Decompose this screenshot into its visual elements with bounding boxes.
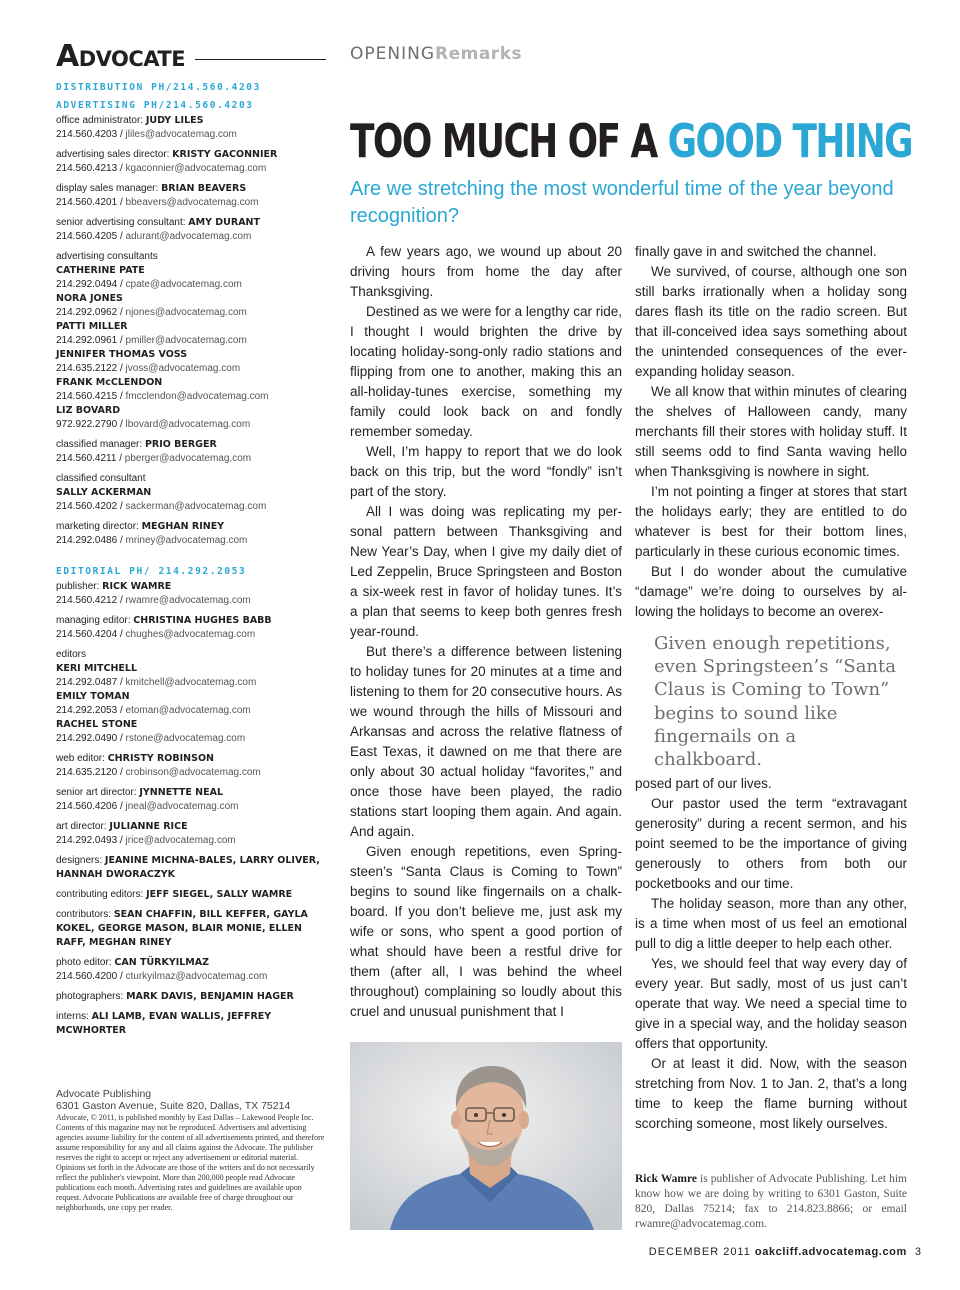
- article-paragraph: We all know that within minutes of clearing the shelves of Halloween candy, many merchants fill their stores with holiday stuff. It still seems odd to find Santa waving hello when Thanksgiving is nowhere in sight.: [635, 384, 907, 479]
- staff-entry: [56, 662, 326, 690]
- staff-entry: [56, 264, 326, 292]
- staff-phone: 214.560.4200 /: [56, 971, 126, 982]
- staff-phone: 214.292.0486 /: [56, 535, 126, 546]
- article-paragraph: Given enough repetitions, even Springsteen’s “Santa Claus is Coming to Town” begins to sound like fingernails on a chalkboard. If you don’t believe me, just ask my wife or sons, who spent a good portion of what should have been a restful drive for them (after all, I was behind the wheel throughout) complaining so loudly about this cruel and unusual punishment that I: [350, 844, 622, 1019]
- role-label: advertising sales director:: [56, 149, 173, 160]
- role-label: publisher:: [56, 581, 103, 592]
- staff-email[interactable]: crobinson@advocatemag.com: [125, 767, 261, 778]
- advertising-staff-list: [56, 114, 326, 244]
- staff-email[interactable]: pberger@advocatemag.com: [124, 453, 252, 464]
- staff-name: LIZ BOVARD: [56, 405, 121, 416]
- consultants-label: advertising consultants: [56, 251, 158, 262]
- staff-phone: 214.560.4213 /: [56, 163, 126, 174]
- staff-name: CAN TÜRKYILMAZ: [114, 957, 209, 968]
- staff-email[interactable]: njones@advocatemag.com: [125, 307, 247, 318]
- article-paragraph: We survived, of course, although one son still barks irrationally when a holiday song dares flash its title on the radio screen. But that ill-conceived idea says something about the unintended consequences of the ever-expanding holiday season.: [635, 264, 907, 379]
- staff-email[interactable]: rstone@advocatemag.com: [125, 733, 246, 744]
- staff-phone: 214.560.4212 /: [56, 595, 126, 606]
- article-paragraph: A few years ago, we wound up about 20 driving hours from home the day after Thanksgiving.: [350, 244, 622, 299]
- publisher-fine-print: Advocate, © 2011, is published monthly by East Dallas – Lakewood People Inc. Contents of this magazine may not be reproduced. Advertisers and advertising agencies assume liability for the content of all advertisements printed, and therefore assume responsibility for any and all claims against the Advocate. The publisher reserves the right to accept or reject any advertisement or editorial material. Opinions set forth in the Advocate are those of the writers and do not necessarily reflect the publisher's viewpoint. More than 200,000 people read Advocate publications each month. Advertising rates and guidelines are available upon request. Advocate Publications are available free of charge throughout our neighborhoods, one copy per reader.: [56, 1113, 325, 1212]
- staff-name: CHRISTY ROBINSON: [107, 753, 214, 764]
- staff-email[interactable]: kmitchell@advocatemag.com: [125, 677, 257, 688]
- staff-entry: [56, 114, 326, 142]
- role-label: marketing director:: [56, 521, 142, 532]
- staff-names: JEANINE MICHNA-BALES, LARRY OLIVER, HANNAH DWORACZYK: [56, 855, 320, 880]
- staff-name: KERI MITCHELL: [56, 663, 137, 674]
- role-label: office administrator:: [56, 115, 146, 126]
- staff-name: PATTI MILLER: [56, 321, 128, 332]
- staff-email[interactable]: chughes@advocatemag.com: [125, 629, 256, 640]
- article-paragraph: But there’s a difference between listening to holiday tunes for 20 minutes at a time and listening to them for 20 consecutive hours. As we wound through the hills of Missouri and Arkansas and across the relative flatness of East Texas, it dawned on me that there are only about 30 actual holiday “favorites,” and once those have been played, the radio stations start looping them again. And again. And again.: [350, 644, 622, 839]
- staff-email[interactable]: rwamre@advocatemag.com: [125, 595, 251, 606]
- staff-entry: [56, 690, 326, 718]
- role-label: senior advertising consultant:: [56, 217, 189, 228]
- staff-email[interactable]: kgaconnier@advocatemag.com: [125, 163, 267, 174]
- staff-phone: 214.292.0494 /: [56, 279, 126, 290]
- staff-entry: [56, 292, 326, 320]
- staff-phone: 214.635.2120 /: [56, 767, 126, 778]
- article-paragraph: finally gave in and switched the channel.: [635, 244, 877, 259]
- bio-author-name: Rick Wamre: [635, 1173, 698, 1185]
- article-paragraph: posed part of our lives.: [635, 776, 772, 791]
- role-label: contributing editors:: [56, 889, 147, 900]
- role-label: managing editor:: [56, 615, 134, 626]
- staff-name: MEGHAN RINEY: [141, 521, 225, 532]
- photo-editor-entry: [56, 956, 326, 984]
- staff-email[interactable]: adurant@advocatemag.com: [125, 231, 252, 242]
- staff-phone: 214.560.4205 /: [56, 231, 126, 242]
- deck: Are we stretching the most wonderful time of the year beyond recognition?: [350, 178, 894, 227]
- staff-name: JUDY LILES: [145, 115, 204, 126]
- headline-accent: GOOD THING: [667, 114, 913, 168]
- advertising-heading: ADVERTISING PH/214.560.4203: [56, 100, 254, 111]
- article-column-1: [350, 242, 622, 1022]
- bio-text: is publisher of Advocate Publishing. Let him know how we are doing by writing to 6301 Gaston, Suite 820, Dallas 75214; fax to 214.823.8866; or email rwamre@advocatemag.com.: [635, 1173, 907, 1230]
- article-paragraph: All I was doing was replicating my personal pattern between Thanksgiving and New Year’s Day, when I give my daily diet of Led Zeppelin, Bruce Springsteen and Boston a six-week rest in favor of holiday tunes. It’s a plan that seems to keep both genres fresh year-round.: [350, 504, 622, 639]
- staff-phone: 214.292.2053 /: [56, 705, 126, 716]
- footer-issue: DECEMBER 2011: [648, 1246, 751, 1258]
- staff-entry: [56, 348, 326, 376]
- editors-label: editors: [56, 649, 87, 660]
- contributors-entry: [56, 908, 326, 950]
- classified-consultant-label: classified consultant: [56, 473, 146, 484]
- staff-name: PRIO BERGER: [144, 439, 217, 450]
- section-label-light: Remarks: [435, 44, 523, 64]
- masthead: [56, 40, 326, 1038]
- staff-name: NORA JONES: [56, 293, 123, 304]
- staff-name: JYNNETTE NEAL: [139, 787, 224, 798]
- staff-email[interactable]: fmcclendon@advocatemag.com: [125, 391, 269, 402]
- staff-email[interactable]: mriney@advocatemag.com: [125, 535, 248, 546]
- staff-name: RICK WAMRE: [102, 581, 172, 592]
- staff-names: MARK DAVIS, BENJAMIN HAGER: [126, 991, 294, 1002]
- article-paragraph: Or at least it did. Now, with the season stretching from Nov. 1 to Jan. 2, that’s a long time to keep the flame burning without scorching someone, most likely ourselves.: [635, 1056, 907, 1131]
- author-portrait-illustration: [350, 1042, 622, 1230]
- article-paragraph: I’m not pointing a finger at stores that start the holidays early; they are entitled to do whatever is best for their bottom lines, particularly in these curious economic times.: [635, 484, 907, 559]
- interns-entry: [56, 1010, 326, 1038]
- headline: [350, 112, 912, 170]
- staff-name: JENNIFER THOMAS VOSS: [56, 349, 188, 360]
- contributing-editors-entry: [56, 888, 326, 902]
- staff-name: RACHEL STONE: [56, 719, 138, 730]
- role-label: contributors:: [56, 909, 114, 920]
- article-paragraph: Yes, we should feel that way every day of every year. But sadly, most of us just can’t operate that way. We need a special time to give in a special way, and the holiday season offers that opportunity.: [635, 956, 907, 1051]
- role-label: classified manager:: [56, 439, 145, 450]
- staff-entry: [56, 614, 326, 642]
- staff-email[interactable]: jneal@advocatemag.com: [125, 801, 239, 812]
- publisher-name: Advocate Publishing: [56, 1088, 152, 1100]
- role-label: photo editor:: [56, 957, 115, 968]
- staff-entry: [56, 148, 326, 176]
- staff-phone: 214.560.4204 /: [56, 629, 126, 640]
- staff-phone: 214.560.4206 /: [56, 801, 126, 812]
- designers-entry: [56, 854, 326, 882]
- staff-phone: 214.560.4202 /: [56, 501, 126, 512]
- role-label: senior art director:: [56, 787, 140, 798]
- article-paragraph: Our pastor used the term “extravagant generosity” during a recent sermon, and his point seemed to be the importance of giving generously to others from both our pocketbooks and our time.: [635, 796, 907, 891]
- editors-list: [56, 662, 326, 746]
- photographers-entry: [56, 990, 326, 1004]
- role-label: interns:: [56, 1011, 92, 1022]
- staff-name: AMY DURANT: [188, 217, 260, 228]
- page-footer: [649, 1246, 922, 1258]
- web-editor-entry: [56, 752, 326, 780]
- staff-email[interactable]: jrice@advocatemag.com: [125, 835, 236, 846]
- staff-phone: 972.922.2790 /: [56, 419, 126, 430]
- staff-name: FRANK McCLENDON: [56, 377, 163, 388]
- staff-phone: 214.560.4203 /: [56, 129, 126, 140]
- staff-email[interactable]: jliles@advocatemag.com: [125, 129, 237, 140]
- role-label: web editor:: [56, 753, 108, 764]
- role-label: display sales manager:: [56, 183, 162, 194]
- classified-manager-entry: [56, 438, 326, 466]
- staff-email[interactable]: sackerman@advocatemag.com: [125, 501, 267, 512]
- staff-names: JEFF SIEGEL, SALLY WAMRE: [146, 889, 293, 900]
- article-paragraph: Well, I’m happy to report that we do look back on this trip, but the word “fondly” isn’t part of the story.: [350, 444, 622, 499]
- advocate-logo: Advocate: [56, 39, 186, 74]
- staff-name: JULIANNE RICE: [109, 821, 188, 832]
- staff-names: SEAN CHAFFIN, BILL KEFFER, GAYLA KOKEL, GEORGE MASON, BLAIR MONIE, ELLEN RAFF, MEGHAN RINEY: [56, 909, 308, 948]
- section-label: [350, 44, 522, 64]
- staff-name: CHRISTINA HUGHES BABB: [133, 615, 272, 626]
- staff-email[interactable]: jvoss@advocatemag.com: [125, 363, 241, 374]
- article-column-2-bottom: [635, 774, 907, 1134]
- staff-email[interactable]: cturkyilmaz@advocatemag.com: [125, 971, 268, 982]
- author-bio: [635, 1172, 907, 1232]
- staff-phone: 214.292.0962 /: [56, 307, 126, 318]
- staff-email[interactable]: etoman@advocatemag.com: [125, 705, 251, 716]
- staff-entry: [56, 376, 326, 404]
- page-number: 3: [914, 1246, 922, 1258]
- marketing-entry: [56, 520, 326, 548]
- staff-email[interactable]: lbovard@advocatemag.com: [125, 419, 251, 430]
- staff-entry: [56, 718, 326, 746]
- article-column-2-top: [635, 242, 907, 622]
- staff-phone: 214.292.0490 /: [56, 733, 126, 744]
- author-photo: [350, 1042, 622, 1230]
- role-label: art director:: [56, 821, 110, 832]
- staff-email[interactable]: pmiller@advocatemag.com: [125, 335, 247, 346]
- staff-phone: 214.560.4201 /: [56, 197, 126, 208]
- logo-rule: [195, 59, 326, 60]
- pullquote: Given enough repetitions, even Springsteen’s “Santa Claus is Coming to Town” begins to sound like fingernails on a chalkboard.: [654, 633, 896, 771]
- staff-phone: 214.292.0493 /: [56, 835, 126, 846]
- publisher-block: [56, 1088, 326, 1213]
- footer-site[interactable]: oakcliff.advocatemag.com: [754, 1246, 907, 1258]
- staff-phone: 214.292.0961 /: [56, 335, 126, 346]
- staff-entry: [56, 320, 326, 348]
- editorial-staff-list: [56, 580, 326, 642]
- staff-entry: [56, 580, 326, 608]
- staff-entry: [56, 404, 326, 432]
- logo-row: [56, 40, 326, 74]
- staff-phone: 214.560.4211 /: [56, 453, 125, 464]
- staff-entry: [56, 216, 326, 244]
- publisher-address: 6301 Gaston Avenue, Suite 820, Dallas, TX 75214: [56, 1100, 291, 1112]
- staff-name: EMILY TOMAN: [56, 691, 130, 702]
- staff-name: BRIAN BEAVERS: [161, 183, 247, 194]
- article-paragraph: The holiday season, more than any other, is a time when most of us feel an emotional pull to dig a little deeper to help each other.: [635, 896, 907, 951]
- staff-phone: 214.635.2122 /: [56, 363, 126, 374]
- section-label-dark: OPENING: [350, 44, 435, 64]
- classified-consultant-entry: [56, 486, 326, 514]
- senior-art-director-entry: [56, 786, 326, 814]
- staff-names: ALI LAMB, EVAN WALLIS, JEFFREY MCWHORTER: [56, 1011, 272, 1036]
- staff-name: SALLY ACKERMAN: [56, 487, 152, 498]
- article-paragraph: Destined as we were for a lengthy car ride, I thought I would brighten the drive by locating holiday-song-only radio stations and flipping from one to another, making this an all-holiday-tunes exercise, something my family could look back on and fondly remember someday.: [350, 304, 622, 439]
- staff-name: KRISTY GACONNIER: [172, 149, 278, 160]
- distribution-heading: DISTRIBUTION PH/214.560.4203: [56, 82, 261, 93]
- staff-phone: 214.560.4215 /: [56, 391, 126, 402]
- staff-name: CATHERINE PATE: [56, 265, 145, 276]
- editorial-heading: EDITORIAL PH/ 214.292.2053: [56, 566, 247, 577]
- staff-email[interactable]: bbeavers@advocatemag.com: [125, 197, 259, 208]
- staff-email[interactable]: cpate@advocatemag.com: [125, 279, 242, 290]
- role-label: designers:: [56, 855, 105, 866]
- staff-phone: 214.292.0487 /: [56, 677, 126, 688]
- staff-entry: [56, 182, 326, 210]
- role-label: photographers:: [56, 991, 127, 1002]
- article-paragraph: But I do wonder about the cumulative “damage” we’re doing to ourselves by allowing the holidays to become an overex-: [635, 564, 907, 619]
- art-director-entry: [56, 820, 326, 848]
- headline-main: TOO MUCH OF A: [350, 114, 668, 168]
- consultants-list: [56, 264, 326, 432]
